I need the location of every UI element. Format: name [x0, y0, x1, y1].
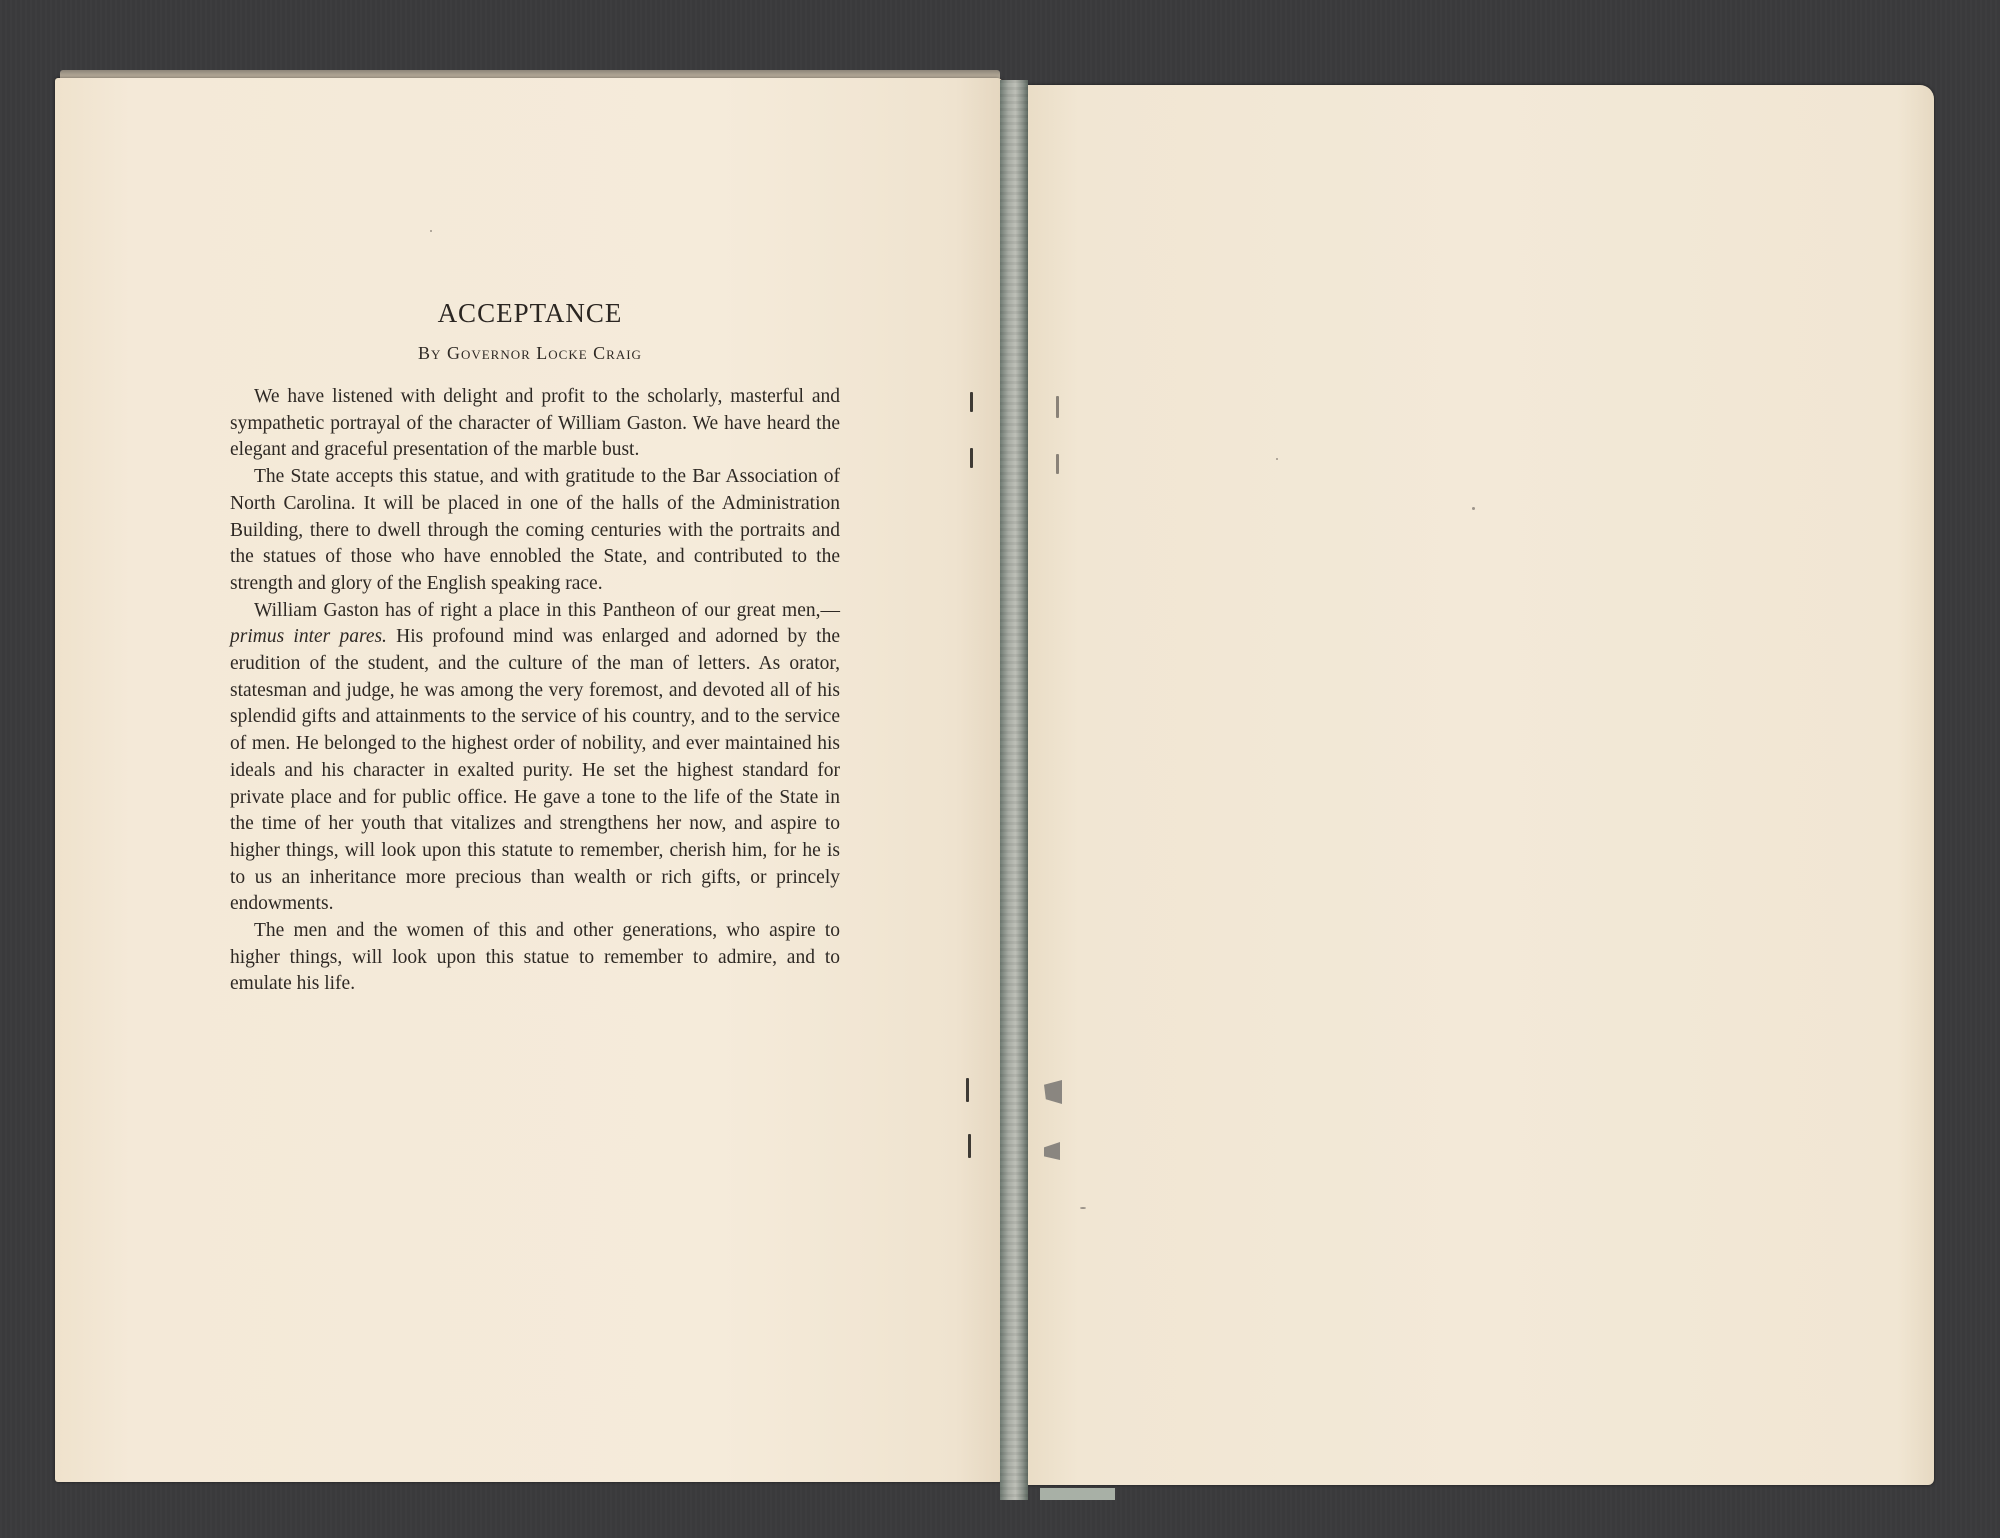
paper-speck	[430, 230, 432, 232]
book-spine	[1000, 80, 1028, 1500]
paper-speck	[1276, 458, 1278, 460]
paragraph	[230, 598, 840, 918]
binding-stitch	[970, 392, 973, 412]
paper-speck	[1472, 507, 1475, 510]
paragraph: We have listened with delight and profit to the scholarly, masterful and sympathetic portrayal of the character of William Gaston. We have heard the elegant and graceful presentation of the marble bust.	[230, 386, 840, 461]
spine-tab	[1040, 1488, 1115, 1500]
author-byline: By Governor Locke Craig	[418, 343, 642, 363]
paragraph: The State accepts this statue, and with gratitude to the Bar Association of North Carolina. It will be placed in one of the halls of the Administration Building, there to dwell through the coming centuries with the portraits and the statues of those who have ennobled the State, and contributed to the strength and glory of the English speaking race.	[230, 466, 840, 594]
binding-mark	[1056, 454, 1059, 474]
paragraph-text: William Gaston has of right a place in this Pantheon of our great men,—	[254, 599, 840, 621]
paragraph-text: His profound mind was enlarged and adorned by the erudition of the student, and the culture of the man of letters. As orator, statesman and judge, he was among the very foremost, and devoted all of his splendid gifts and attainments to the service of his country, and to the service of men. He belonged to the highest order of nobility, and ever maintained his ideals and his character in exalted purity. He set the highest standard for private place and for public office. He gave a tone to the life of the State in the time of her youth that vitalizes and strengthens her now, and aspire to higher things, will look upon this statute to remember, cherish him, for he is to us an inheritance more precious than wealth or rich gifts, or princely endowments.	[230, 626, 840, 915]
acceptance-body	[230, 384, 840, 998]
binding-stitch	[968, 1134, 971, 1158]
right-page-blank	[1024, 85, 1934, 1485]
latin-phrase: primus inter pares.	[230, 626, 387, 648]
paragraph: The men and the women of this and other generations, who aspire to higher things, will look upon this statue to remember to admire, and to emulate his life.	[230, 920, 840, 995]
page-title: ACCEPTANCE	[437, 298, 623, 328]
binding-stitch	[970, 448, 973, 468]
binding-stitch	[966, 1078, 969, 1102]
paper-speck	[1080, 1207, 1086, 1209]
binding-mark	[1056, 396, 1059, 418]
